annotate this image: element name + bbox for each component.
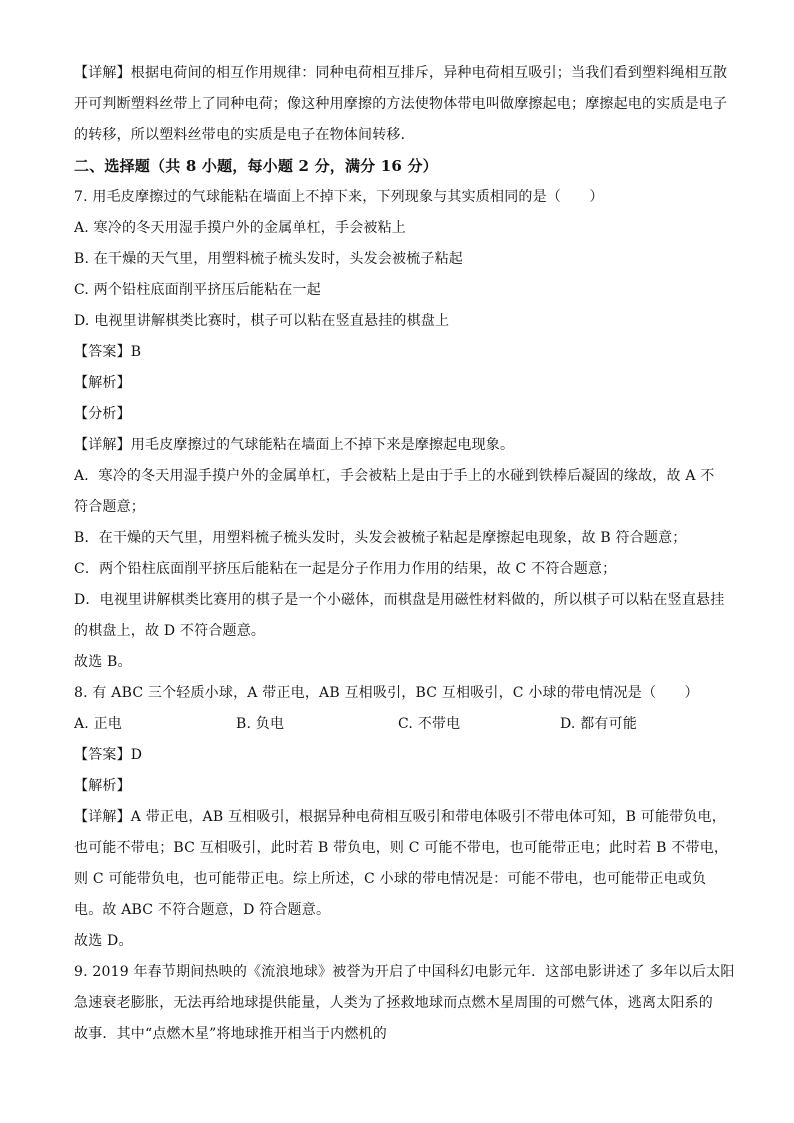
explanation-line: 的棋盘上，故 D 不符合题意。 [74,623,266,639]
question-8-options [74,709,724,740]
explanation-line: C．两个铅柱底面削平挤压后能粘在一起是分子作用力作用的结果，故 C 不符合题意； [74,561,617,577]
explanation-line: A．寒冷的冬天用湿手摸户外的金属单杠，手会被粘上是由于手上的水碰到铁棒后凝固的缘故，故 A 不 [74,468,715,484]
question-9-stem: 9. 2019 年春节期间热映的《流浪地球》被誉为开启了中国科幻电影元年．这部电影讲述了 多年以后太阳 [74,964,735,980]
explanation-line: 电。故 ABC 不符合题意，D 符合题意。 [74,902,331,918]
explanation-line: 的转移，所以塑料丝带电的实质是电子在物体间转移． [74,127,415,143]
answer-label: 【答案】B [74,344,142,360]
question-8-option-c: C. 不带电 [398,716,461,732]
question-7-option-a: A. 寒冷的冬天用湿手摸户外的金属单杠，手会被粘上 [74,220,407,236]
question-8-option-b: B. 负电 [236,716,285,732]
section-heading: 二、选择题（共 8 小题，每小题 2 分，满分 16 分） [74,157,438,175]
question-8-option-a: A. 正电 [74,716,123,732]
question-7-stem: 7. 用毛皮摩擦过的气球能粘在墙面上不掉下来，下列现象与其实质相同的是（ ） [74,189,604,205]
question-7-option-b: B. 在干燥的天气里，用塑料梳子梳头发时，头发会被梳子粘起 [74,251,463,267]
question-7-option-c: C. 两个铅柱底面削平挤压后能粘在一起 [74,282,321,298]
explanation-line: 则 C 可能带负电，也可能带正电。综上所述，C 小球的带电情况是：可能不带电，也可能带正电或负 [74,871,707,887]
explanation-line: D．电视里讲解棋类比赛用的棋子是一个小磁体，而棋盘是用磁性材料做的，所以棋子可以粘在竖直悬挂 [74,592,725,608]
question-9-stem: 急速衰老膨胀，无法再给地球提供能量，人类为了拯救地球而点燃木星周围的可燃气体，逃离太阳系的 [74,995,713,1011]
explanation-line: B．在干燥的天气里，用塑料梳子梳头发时，头发会被梳子粘起是摩擦起电现象，故 B 符合题意； [74,530,687,546]
question-9-stem: 故事．其中“点燃木星”将地球推开相当于内燃机的 [74,1026,387,1042]
answer-label: 【答案】D [74,747,143,763]
explanation-line: 【详解】用毛皮摩擦过的气球能粘在墙面上不掉下来是摩擦起电现象。 [74,437,515,453]
explanation-line: 【详解】根据电荷间的相互作用规律：同种电荷相互排斥，异种电荷相互吸引；当我们看到塑料绳相互散 [74,65,728,81]
question-7-option-d: D. 电视里讲解棋类比赛时，棋子可以粘在竖直悬挂的棋盘上 [74,313,450,329]
document-page [74,58,735,1050]
explanation-line: 符合题意； [74,499,145,515]
final-choice: 故选 D。 [74,933,133,949]
question-8-stem: 8. 有 ABC 三个轻质小球，A 带正电，AB 互相吸引，BC 互相吸引，C 小球的带电情况是（ ） [74,685,699,701]
final-choice: 故选 B。 [74,654,132,670]
question-8-option-d: D. 都有可能 [560,716,638,732]
analysis-label: 【解析】 [74,375,131,391]
explanation-line: 【详解】A 带正电，AB 互相吸引，根据异种电荷相互吸引和带电体吸引不带电体可知，B 可能带负电， [74,809,726,825]
explanation-line: 也可能不带电；BC 互相吸引，此时若 B 带负电，则 C 可能不带电，也可能带正电；此时若 B 不带电， [74,840,729,856]
analysis-label: 【解析】 [74,778,131,794]
analysis-sub-label: 【分析】 [74,406,131,422]
explanation-line: 开可判断塑料丝带上了同种电荷；像这种用摩擦的方法使物体带电叫做摩擦起电；摩擦起电的实质是电子 [74,96,728,112]
